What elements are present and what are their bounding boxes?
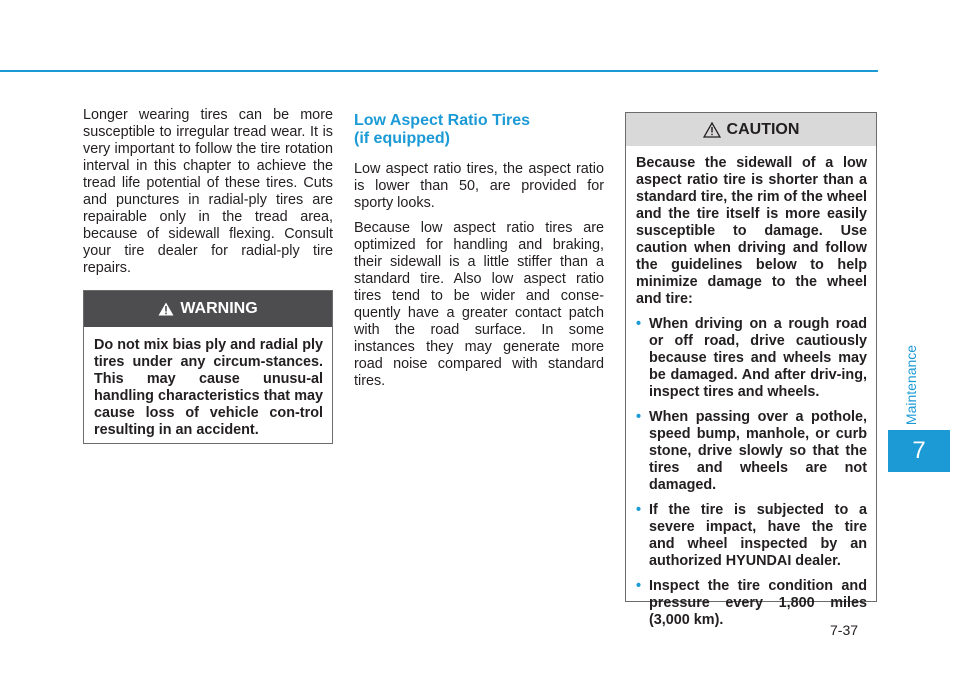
section-title-text: Maintenance [903,344,920,426]
warning-box [83,290,333,444]
warning-text: Do not mix bias ply and radial ply tires under any circum-stances. This may cause unusu-al handling characteristics that may cause loss of vehicle con-trol resulting in an accident. [94,337,323,438]
warning-header [84,291,332,327]
warning-title: WARNING [180,300,258,317]
caution-bullet [636,316,867,401]
caution-body [626,146,876,629]
chapter-tab [888,430,950,472]
section-heading-line1: Low Aspect Ratio Tires [354,112,531,129]
section-heading [354,112,604,148]
caution-intro: Because the sidewall of a low aspect ratio tire is shorter than a standard tire, the rim of the wheel and the tire itself is more easily susceptible to damage. Use caution when driving and follow the guidelines below to help minimize damage to the wheel and tire: [636,155,867,307]
caution-bullet-text: Inspect the tire condition and pressure every 1,800 miles (3,000 km). [649,578,867,628]
tire-wear-paragraph: Longer wearing tires can be more susceptible to irregular tread wear. It is very important to follow the tire rotation interval in this chapter to achieve the tread life potential of these tires. Cuts and punctures in radial-ply tires are repairable only in the tread area, because of sidewall flexing. Consult your tire dealer for radial-ply tire repairs. [83,107,333,276]
left-column [83,107,333,285]
bullet-icon: • [636,409,642,425]
caution-header [626,113,876,146]
aspect-ratio-paragraph-2: Because low aspect ratio tires are optimized for handling and braking, their sidewall is a little stiffer than a standard tire. Also low aspect ratio tires tend to be wider and conse-quently have a greater contact patch with the road surface. In some instances they may generate more road noise compared with standard tires. [354,220,604,389]
caution-box [625,112,877,628]
caution-bullet-text: When driving on a rough road or off road, drive cautiously because tires and wheels may be damaged. And after driv-ing, inspect tires and wheels. [649,316,867,400]
aspect-ratio-paragraph-1: Low aspect ratio tires, the aspect ratio is lower than 50, are provided for sporty looks. [354,161,604,211]
bullet-icon: • [636,316,642,332]
bullet-icon: • [636,502,642,518]
header-rule [0,70,878,72]
warning-triangle-icon [158,302,174,316]
caution-bullet-list [636,316,867,629]
caution-triangle-icon [703,122,721,138]
caution-bullet [636,502,867,570]
page-number: 7-37 [830,622,859,638]
middle-column [354,112,604,398]
section-heading-line2: (if equipped) [354,130,450,147]
caution-title: CAUTION [726,120,800,138]
caution-bullet [636,409,867,494]
caution-bullet-text: If the tire is subjected to a severe impact, have the tire and wheel inspected by an authorized HYUNDAI dealer. [649,502,867,569]
caution-bullet-text: When passing over a pothole, speed bump, manhole, or curb stone, drive slowly so that the tires and wheels are not damaged. [649,409,867,493]
chapter-number: 7 [912,437,926,464]
bullet-icon: • [636,578,642,594]
section-title-vertical [897,340,925,430]
